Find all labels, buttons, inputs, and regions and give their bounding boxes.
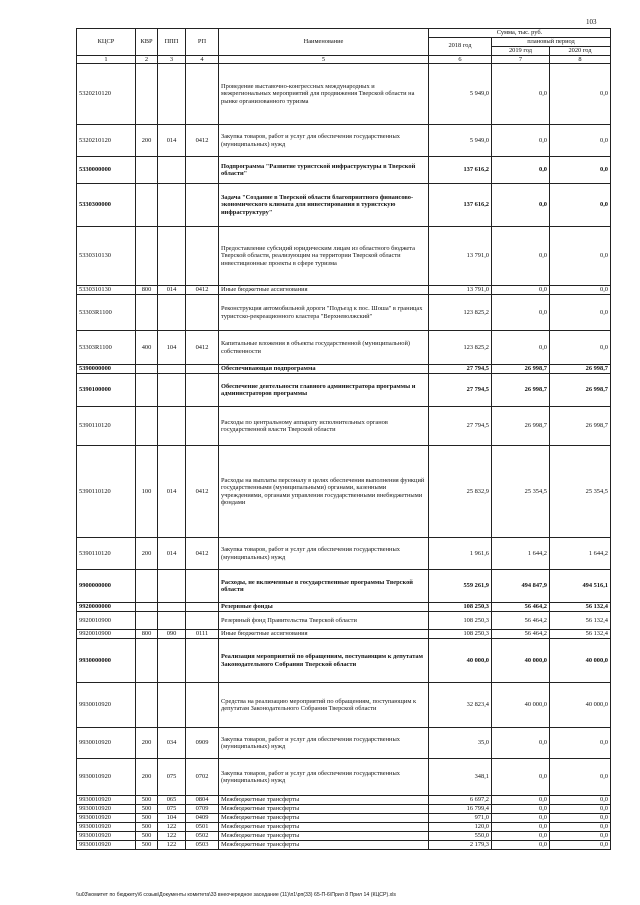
- amount-2020-cell: 40 000,0: [550, 683, 611, 728]
- kcsr-cell: 9930010920: [77, 841, 136, 850]
- ppp-cell: [158, 407, 186, 446]
- rp-cell: 0111: [186, 630, 219, 639]
- table-row: [77, 683, 611, 728]
- name-cell: Подпрограмма "Развитие туристской инфраструктуры в Тверской области": [219, 157, 429, 184]
- kvr-cell: [136, 295, 158, 331]
- name-cell: Закупка товаров, работ и услуг для обеспечения государственных (муниципальных) нужд: [219, 538, 429, 570]
- amount-2019-cell: 0,0: [492, 125, 550, 157]
- kcsr-cell: 5390110120: [77, 538, 136, 570]
- kcsr-cell: 5330310130: [77, 286, 136, 295]
- kvr-cell: [136, 603, 158, 612]
- kcsr-cell: 5330300000: [77, 184, 136, 227]
- amount-2019-cell: 0,0: [492, 805, 550, 814]
- table-row: [77, 639, 611, 683]
- rp-cell: [186, 612, 219, 630]
- amount-2018-cell: 137 616,2: [429, 184, 492, 227]
- amount-2020-cell: 0,0: [550, 184, 611, 227]
- name-cell: Межбюджетные трансферты: [219, 796, 429, 805]
- rp-cell: 0503: [186, 841, 219, 850]
- ppp-cell: [158, 184, 186, 227]
- rp-cell: [186, 374, 219, 407]
- amount-2019-cell: 26 998,7: [492, 365, 550, 374]
- ppp-cell: [158, 374, 186, 407]
- amount-2019-cell: 0,0: [492, 64, 550, 125]
- ppp-cell: 065: [158, 796, 186, 805]
- amount-2018-cell: 120,0: [429, 823, 492, 832]
- name-cell: Капитальные вложения в объекты государственной (муниципальной) собственности: [219, 331, 429, 365]
- rp-cell: [186, 295, 219, 331]
- ppp-cell: [158, 683, 186, 728]
- table-row: [77, 446, 611, 538]
- amount-2019-cell: 0,0: [492, 796, 550, 805]
- kvr-cell: [136, 570, 158, 603]
- rp-cell: [186, 157, 219, 184]
- ppp-cell: [158, 295, 186, 331]
- kvr-cell: 200: [136, 759, 158, 796]
- header-plan-period: плановый период: [492, 37, 611, 46]
- table-row: [77, 407, 611, 446]
- ppp-cell: 014: [158, 286, 186, 295]
- rp-cell: 0501: [186, 823, 219, 832]
- amount-2020-cell: 0,0: [550, 157, 611, 184]
- table-row: [77, 728, 611, 759]
- kcsr-cell: 9930010920: [77, 832, 136, 841]
- name-cell: Межбюджетные трансферты: [219, 841, 429, 850]
- ppp-cell: 122: [158, 832, 186, 841]
- amount-2018-cell: 5 949,0: [429, 125, 492, 157]
- amount-2020-cell: 494 516,1: [550, 570, 611, 603]
- kcsr-cell: 53303R1100: [77, 331, 136, 365]
- amount-2018-cell: 108 250,3: [429, 612, 492, 630]
- header-ppp: ППП: [158, 29, 186, 56]
- header-year-2019: 2019 год: [492, 46, 550, 55]
- rp-cell: [186, 184, 219, 227]
- amount-2019-cell: 40 000,0: [492, 639, 550, 683]
- amount-2019-cell: 0,0: [492, 814, 550, 823]
- amount-2018-cell: 35,0: [429, 728, 492, 759]
- table-row: [77, 295, 611, 331]
- kcsr-cell: 5320210120: [77, 64, 136, 125]
- kcsr-cell: 9930010920: [77, 796, 136, 805]
- rp-cell: 0909: [186, 728, 219, 759]
- kvr-cell: 100: [136, 446, 158, 538]
- kcsr-cell: 9920010900: [77, 630, 136, 639]
- kcsr-cell: 5320210120: [77, 125, 136, 157]
- amount-2020-cell: 0,0: [550, 823, 611, 832]
- amount-2019-cell: 26 998,7: [492, 407, 550, 446]
- amount-2020-cell: 0,0: [550, 331, 611, 365]
- amount-2018-cell: 971,0: [429, 814, 492, 823]
- kvr-cell: [136, 184, 158, 227]
- amount-2020-cell: 0,0: [550, 796, 611, 805]
- name-cell: Задача "Создание в Тверской области благоприятного финансово-экономического климата для инвестирования в туристскую инфраструктуру": [219, 184, 429, 227]
- amount-2020-cell: 0,0: [550, 841, 611, 850]
- kcsr-cell: 9900000000: [77, 570, 136, 603]
- amount-2018-cell: 559 261,9: [429, 570, 492, 603]
- amount-2020-cell: 0,0: [550, 805, 611, 814]
- table-row: [77, 841, 611, 850]
- amount-2020-cell: 0,0: [550, 832, 611, 841]
- amount-2019-cell: 1 644,2: [492, 538, 550, 570]
- ppp-cell: [158, 365, 186, 374]
- rp-cell: 0702: [186, 759, 219, 796]
- amount-2018-cell: 25 832,9: [429, 446, 492, 538]
- ppp-cell: [158, 157, 186, 184]
- rp-cell: [186, 365, 219, 374]
- amount-2018-cell: 27 794,5: [429, 365, 492, 374]
- kvr-cell: [136, 227, 158, 286]
- name-cell: Иные бюджетные ассигнования: [219, 286, 429, 295]
- ppp-cell: 090: [158, 630, 186, 639]
- rp-cell: 0709: [186, 805, 219, 814]
- ppp-cell: 014: [158, 446, 186, 538]
- name-cell: Расходы, не включенные в государственные программы Тверской области: [219, 570, 429, 603]
- amount-2020-cell: 0,0: [550, 759, 611, 796]
- kvr-cell: [136, 365, 158, 374]
- name-cell: Резервный фонд Правительства Тверской области: [219, 612, 429, 630]
- column-number: 1: [77, 55, 136, 64]
- table-row: [77, 184, 611, 227]
- amount-2020-cell: 0,0: [550, 728, 611, 759]
- header-rp: РП: [186, 29, 219, 56]
- amount-2019-cell: 0,0: [492, 286, 550, 295]
- name-cell: Межбюджетные трансферты: [219, 832, 429, 841]
- name-cell: Межбюджетные трансферты: [219, 823, 429, 832]
- column-number: 8: [550, 55, 611, 64]
- amount-2018-cell: 137 616,2: [429, 157, 492, 184]
- ppp-cell: 104: [158, 331, 186, 365]
- rp-cell: 0412: [186, 538, 219, 570]
- name-cell: Реализация мероприятий по обращениям, поступающим к депутатам Законодательного Собрания Тверской области: [219, 639, 429, 683]
- rp-cell: 0412: [186, 125, 219, 157]
- amount-2020-cell: 26 998,7: [550, 407, 611, 446]
- name-cell: Средства на реализацию мероприятий по обращениям, поступающим к депутатам Законодательного Собрания Тверской области: [219, 683, 429, 728]
- kcsr-cell: 9920000000: [77, 603, 136, 612]
- name-cell: Закупка товаров, работ и услуг для обеспечения государственных (муниципальных) нужд: [219, 125, 429, 157]
- name-cell: Межбюджетные трансферты: [219, 814, 429, 823]
- column-number: 2: [136, 55, 158, 64]
- amount-2019-cell: 25 354,5: [492, 446, 550, 538]
- amount-2020-cell: 26 998,7: [550, 365, 611, 374]
- kvr-cell: 500: [136, 823, 158, 832]
- table-row: [77, 570, 611, 603]
- kcsr-cell: 9930000000: [77, 639, 136, 683]
- name-cell: Предоставление субсидий юридическим лицам из областного бюджета Тверской области, реализующим на территории Тверской области инвестиционные проекты в сфере туризма: [219, 227, 429, 286]
- amount-2020-cell: 56 132,4: [550, 630, 611, 639]
- amount-2019-cell: 0,0: [492, 295, 550, 331]
- name-cell: Реконструкция автомобильной дороги "Подъезд к пос. Шоша" в границах туристско-рекреационного кластера "Верхневолжский": [219, 295, 429, 331]
- amount-2018-cell: 108 250,3: [429, 630, 492, 639]
- rp-cell: 0804: [186, 796, 219, 805]
- header-year-2018: 2018 год: [429, 37, 492, 55]
- kvr-cell: 200: [136, 538, 158, 570]
- amount-2019-cell: 0,0: [492, 184, 550, 227]
- amount-2019-cell: 40 000,0: [492, 683, 550, 728]
- table-row: [77, 365, 611, 374]
- ppp-cell: [158, 227, 186, 286]
- amount-2020-cell: 0,0: [550, 295, 611, 331]
- name-cell: Иные бюджетные ассигнования: [219, 630, 429, 639]
- kcsr-cell: 9930010920: [77, 683, 136, 728]
- kvr-cell: [136, 683, 158, 728]
- table-row: [77, 603, 611, 612]
- file-path-footer: \\u03\комитет по бюджету\6 созыв\Документы комитета\33 внеочередное заседание (11)\п1\рп(33) 65-П-6\Прил 8 Прил 14 (КЦСР).xls: [76, 892, 397, 898]
- kcsr-cell: 5330000000: [77, 157, 136, 184]
- table-row: [77, 157, 611, 184]
- ppp-cell: 034: [158, 728, 186, 759]
- rp-cell: [186, 64, 219, 125]
- amount-2020-cell: 56 132,4: [550, 612, 611, 630]
- table-row: [77, 796, 611, 805]
- amount-2019-cell: 0,0: [492, 832, 550, 841]
- amount-2018-cell: 123 825,2: [429, 295, 492, 331]
- amount-2018-cell: 348,1: [429, 759, 492, 796]
- amount-2020-cell: 40 000,0: [550, 639, 611, 683]
- name-cell: Обеспечивающая подпрограмма: [219, 365, 429, 374]
- table-row: [77, 759, 611, 796]
- amount-2019-cell: 0,0: [492, 823, 550, 832]
- kvr-cell: 800: [136, 630, 158, 639]
- ppp-cell: 122: [158, 841, 186, 850]
- ppp-cell: 122: [158, 823, 186, 832]
- ppp-cell: 104: [158, 814, 186, 823]
- name-cell: Резервные фонды: [219, 603, 429, 612]
- kcsr-cell: 9930010920: [77, 814, 136, 823]
- kcsr-cell: 9930010920: [77, 728, 136, 759]
- kvr-cell: [136, 639, 158, 683]
- name-cell: Расходы на выплаты персоналу в целях обеспечения выполнения функций государственными (муниципальными) органами, казенными учреждениями, органами управления государственными внебюджетными фондами: [219, 446, 429, 538]
- rp-cell: 0412: [186, 446, 219, 538]
- rp-cell: 0502: [186, 832, 219, 841]
- amount-2018-cell: 13 791,0: [429, 286, 492, 295]
- kvr-cell: 400: [136, 331, 158, 365]
- table-row: [77, 227, 611, 286]
- table-row: [77, 286, 611, 295]
- name-cell: Межбюджетные трансферты: [219, 805, 429, 814]
- kvr-cell: 500: [136, 841, 158, 850]
- amount-2020-cell: 0,0: [550, 64, 611, 125]
- kvr-cell: 800: [136, 286, 158, 295]
- name-cell: Закупка товаров, работ и услуг для обеспечения государственных (муниципальных) нужд: [219, 759, 429, 796]
- amount-2020-cell: 25 354,5: [550, 446, 611, 538]
- amount-2020-cell: 56 132,4: [550, 603, 611, 612]
- ppp-cell: 014: [158, 538, 186, 570]
- amount-2019-cell: 56 464,2: [492, 630, 550, 639]
- rp-cell: 0409: [186, 814, 219, 823]
- kvr-cell: [136, 407, 158, 446]
- kcsr-cell: 5390000000: [77, 365, 136, 374]
- table-row: [77, 538, 611, 570]
- amount-2019-cell: 26 998,7: [492, 374, 550, 407]
- amount-2019-cell: 494 847,9: [492, 570, 550, 603]
- amount-2020-cell: 0,0: [550, 286, 611, 295]
- table-row: [77, 805, 611, 814]
- amount-2018-cell: 40 000,0: [429, 639, 492, 683]
- amount-2018-cell: 123 825,2: [429, 331, 492, 365]
- column-number: 6: [429, 55, 492, 64]
- amount-2018-cell: 5 949,0: [429, 64, 492, 125]
- header-kcsr: КЦСР: [77, 29, 136, 56]
- ppp-cell: 075: [158, 759, 186, 796]
- header-name: Наименование: [219, 29, 429, 56]
- kvr-cell: [136, 64, 158, 125]
- kcsr-cell: 9930010920: [77, 805, 136, 814]
- ppp-cell: 075: [158, 805, 186, 814]
- amount-2020-cell: 1 644,2: [550, 538, 611, 570]
- column-number: 3: [158, 55, 186, 64]
- header-year-2020: 2020 год: [550, 46, 611, 55]
- amount-2020-cell: 26 998,7: [550, 374, 611, 407]
- rp-cell: 0412: [186, 331, 219, 365]
- header-amount-group: Сумма, тыс. руб.: [429, 29, 611, 38]
- column-number: 5: [219, 55, 429, 64]
- amount-2019-cell: 0,0: [492, 331, 550, 365]
- kvr-cell: 500: [136, 796, 158, 805]
- amount-2019-cell: 56 464,2: [492, 603, 550, 612]
- ppp-cell: [158, 603, 186, 612]
- amount-2018-cell: 6 697,2: [429, 796, 492, 805]
- kvr-cell: [136, 374, 158, 407]
- kcsr-cell: 5390100000: [77, 374, 136, 407]
- table-row: [77, 125, 611, 157]
- rp-cell: [186, 683, 219, 728]
- column-number: 7: [492, 55, 550, 64]
- kvr-cell: [136, 612, 158, 630]
- page-number: 103: [586, 18, 597, 26]
- amount-2018-cell: 27 794,5: [429, 374, 492, 407]
- kcsr-cell: 9920010900: [77, 612, 136, 630]
- kvr-cell: [136, 157, 158, 184]
- table-row: [77, 630, 611, 639]
- kcsr-cell: 5330310130: [77, 227, 136, 286]
- kcsr-cell: 9930010920: [77, 759, 136, 796]
- rp-cell: 0412: [186, 286, 219, 295]
- amount-2018-cell: 13 791,0: [429, 227, 492, 286]
- amount-2018-cell: 108 250,3: [429, 603, 492, 612]
- amount-2019-cell: 0,0: [492, 227, 550, 286]
- table-row: [77, 612, 611, 630]
- name-cell: Закупка товаров, работ и услуг для обеспечения государственных (муниципальных) нужд: [219, 728, 429, 759]
- amount-2020-cell: 0,0: [550, 814, 611, 823]
- rp-cell: [186, 603, 219, 612]
- table-row: [77, 331, 611, 365]
- ppp-cell: [158, 612, 186, 630]
- amount-2018-cell: 2 179,3: [429, 841, 492, 850]
- amount-2018-cell: 27 794,5: [429, 407, 492, 446]
- kvr-cell: 500: [136, 805, 158, 814]
- table-row: [77, 814, 611, 823]
- amount-2018-cell: 1 961,6: [429, 538, 492, 570]
- rp-cell: [186, 407, 219, 446]
- amount-2019-cell: 56 464,2: [492, 612, 550, 630]
- kcsr-cell: 5390110120: [77, 446, 136, 538]
- kvr-cell: 200: [136, 728, 158, 759]
- table-row: [77, 64, 611, 125]
- kvr-cell: 500: [136, 814, 158, 823]
- table-row: [77, 823, 611, 832]
- rp-cell: [186, 570, 219, 603]
- kcsr-cell: 9930010920: [77, 823, 136, 832]
- amount-2019-cell: 0,0: [492, 759, 550, 796]
- amount-2019-cell: 0,0: [492, 841, 550, 850]
- name-cell: Обеспечение деятельности главного администратора программы и администраторов программы: [219, 374, 429, 407]
- column-number: 4: [186, 55, 219, 64]
- ppp-cell: [158, 639, 186, 683]
- rp-cell: [186, 227, 219, 286]
- ppp-cell: [158, 64, 186, 125]
- budget-table: [76, 28, 611, 850]
- column-number-row: [77, 55, 611, 64]
- amount-2019-cell: 0,0: [492, 728, 550, 759]
- ppp-cell: 014: [158, 125, 186, 157]
- table-row: [77, 374, 611, 407]
- name-cell: Расходы по центральному аппарату исполнительных органов государственной власти Тверской области: [219, 407, 429, 446]
- ppp-cell: [158, 570, 186, 603]
- kvr-cell: 200: [136, 125, 158, 157]
- amount-2018-cell: 16 799,4: [429, 805, 492, 814]
- amount-2020-cell: 0,0: [550, 227, 611, 286]
- rp-cell: [186, 639, 219, 683]
- table-row: [77, 832, 611, 841]
- amount-2018-cell: 32 823,4: [429, 683, 492, 728]
- name-cell: Проведение выставочно-конгрессных международных и межрегиональных мероприятий для продвижения Тверской области на рынке организованного туризма: [219, 64, 429, 125]
- amount-2019-cell: 0,0: [492, 157, 550, 184]
- kcsr-cell: 5390110120: [77, 407, 136, 446]
- header-kvr: КВР: [136, 29, 158, 56]
- amount-2018-cell: 550,0: [429, 832, 492, 841]
- kcsr-cell: 53303R1100: [77, 295, 136, 331]
- amount-2020-cell: 0,0: [550, 125, 611, 157]
- kvr-cell: 500: [136, 832, 158, 841]
